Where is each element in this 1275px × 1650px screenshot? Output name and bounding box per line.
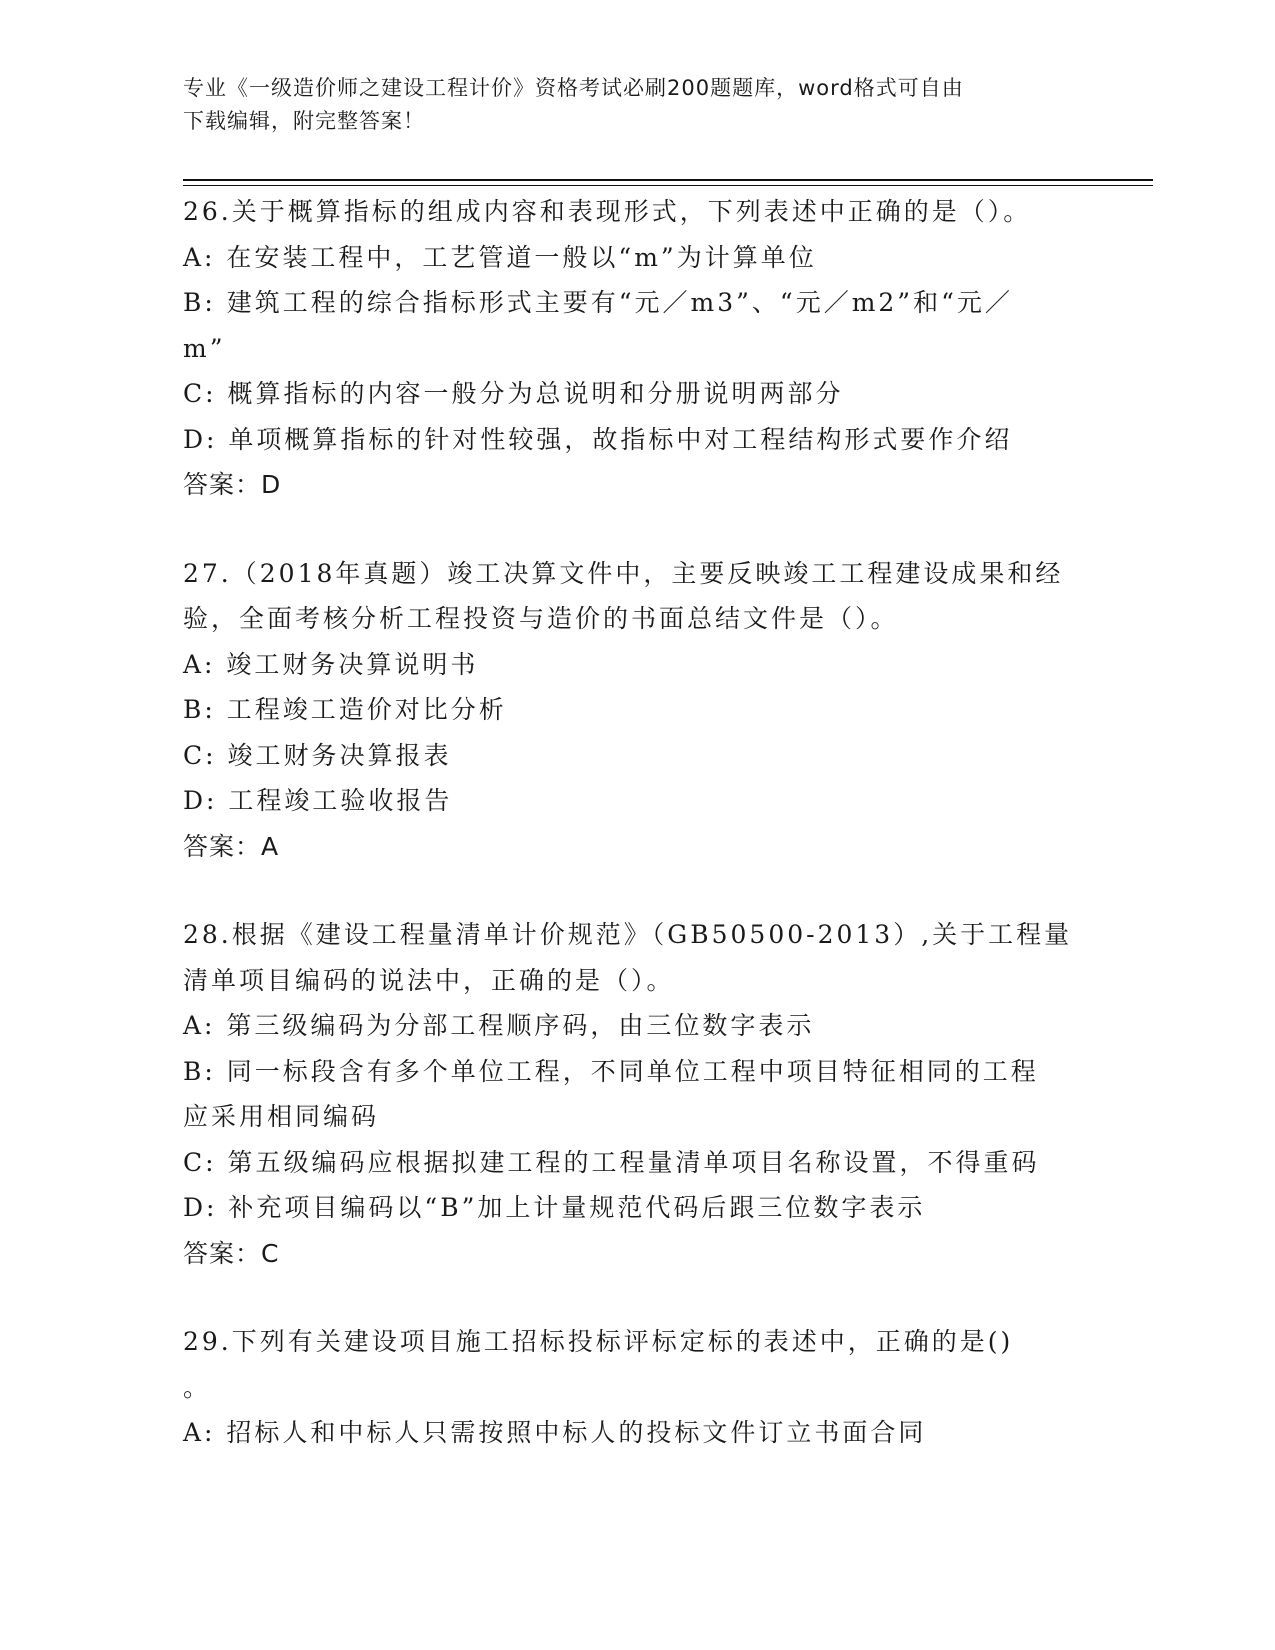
option-b: B: 建筑工程的综合指标形式主要有“元／m3”、“元／m2”和“元／ (183, 288, 1013, 317)
header-line-1: 专业《一级造价师之建设工程计价》资格考试必刷200题题库，word格式可自由 (183, 76, 964, 100)
question-stem-continued: 清单项目编码的说法中，正确的是（）。 (183, 965, 675, 995)
question-28 (183, 912, 1073, 1276)
answer-label: 答案：D (183, 470, 282, 499)
option-a: A: 招标人和中标人只需按照中标人的投标文件订立书面合同 (183, 1418, 927, 1447)
option-d: D: 单项概算指标的针对性较强，故指标中对工程结构形式要作介绍 (183, 424, 1013, 454)
answer-label: 答案：C (183, 1238, 280, 1268)
question-stem: 29.下列有关建设项目施工招标投标评标定标的表述中，正确的是() (183, 1327, 1014, 1356)
option-c: C: 竣工财务决算报表 (183, 740, 452, 770)
question-stem: 27.（2018年真题）竣工决算文件中，主要反映竣工工程建设成果和经 (183, 558, 1064, 588)
header-line-2: 下载编辑，附完整答案！ (183, 109, 425, 133)
option-d: D: 补充项目编码以“B”加上计量规范代码后跟三位数字表示 (183, 1193, 926, 1222)
option-a: A: 第三级编码为分部工程顺序码，由三位数字表示 (183, 1011, 815, 1040)
question-stem-continued: 。 (183, 1372, 212, 1402)
option-c: C: 第五级编码应根据拟建工程的工程量清单项目名称设置，不得重码 (183, 1147, 1040, 1177)
header-divider-thick (183, 179, 1153, 181)
option-a: A: 竣工财务决算说明书 (183, 649, 479, 679)
question-stem-continued: 验，全面考核分析工程投资与造价的书面总结文件是（）。 (183, 604, 899, 633)
option-b: B: 同一标段含有多个单位工程，不同单位工程中项目特征相同的工程 (183, 1056, 1039, 1086)
option-b-continued: m” (183, 333, 226, 363)
option-c: C: 概算指标的内容一般分为总说明和分册说明两部分 (183, 379, 844, 408)
document-header (183, 72, 1063, 138)
header-divider-thin (183, 185, 1153, 186)
option-d: D: 工程竣工验收报告 (183, 786, 453, 815)
option-b-continued: 应采用相同编码 (183, 1102, 380, 1131)
question-26 (183, 189, 1063, 508)
question-27 (183, 551, 1063, 870)
answer-label: 答案：A (183, 831, 280, 861)
question-stem: 26.关于概算指标的组成内容和表现形式，下列表述中正确的是（）。 (183, 197, 1032, 226)
question-29 (183, 1319, 1063, 1456)
option-b: B: 工程竣工造价对比分析 (183, 695, 507, 724)
option-a: A: 在安装工程中，工艺管道一般以“m”为计算单位 (183, 242, 817, 272)
question-stem: 28.根据《建设工程量清单计价规范》（GB50500-2013）,关于工程量 (183, 920, 1073, 949)
question-list (183, 189, 1073, 1499)
